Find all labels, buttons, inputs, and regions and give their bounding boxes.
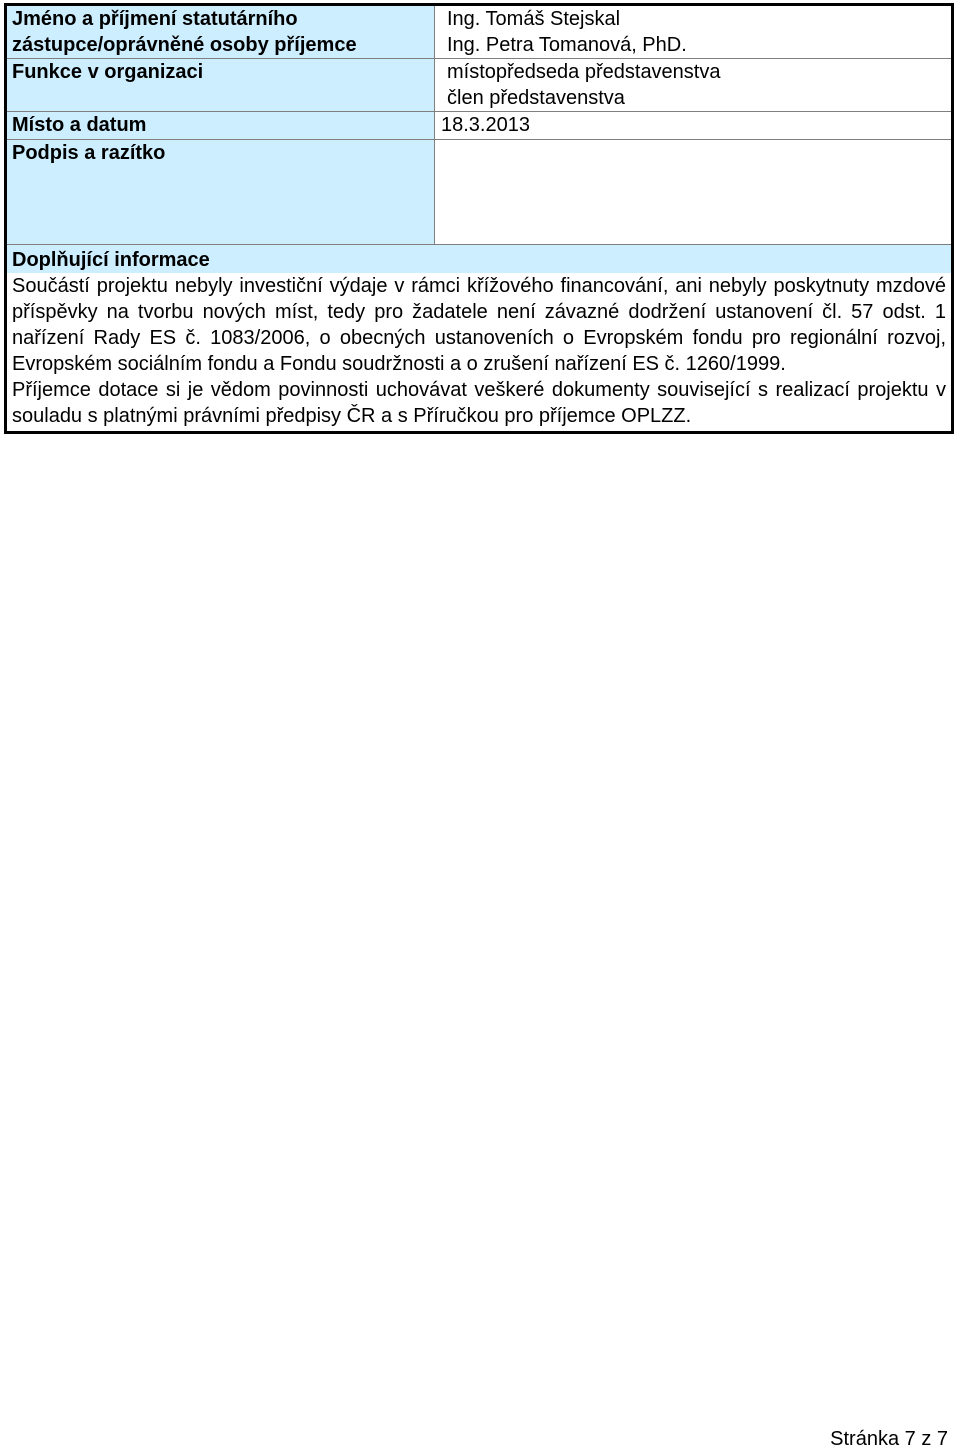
name-label [7, 6, 435, 58]
row-additional-info [7, 245, 951, 431]
name-value-1: Ing. Tomáš Stejskal [447, 8, 621, 30]
statutory-form-table [4, 3, 954, 434]
additional-info-paragraph-1: Součástí projektu nebyly investiční výdaje v rámci křížového financování, ani nebyly poskytnuty mzdové příspěvky na tvorbu nových míst, tedy pro žadatele není závazné dodržení ustanovení čl. 57 odst. 1 nařízení Rady ES č. 1083/2006, o obecných ustanoveních o Evropském fondu pro regionální rozvoj, Evropském sociálním fondu a Fondu soudržnosti a o zrušení nařízení ES č. 1260/1999. [12, 275, 946, 375]
signature-stamp-area [435, 140, 951, 244]
names-value [435, 6, 951, 58]
additional-info-section [7, 245, 951, 431]
function-value [435, 59, 951, 111]
row-signature [7, 140, 951, 245]
name-label-line1: Jméno a příjmení statutárního [12, 8, 298, 30]
function-value-2: člen představenstva [447, 87, 625, 109]
signature-label: Podpis a razítko [7, 140, 435, 244]
page-number: Stránka 7 z 7 [830, 1428, 948, 1450]
place-date-value: 18.3.2013 [441, 114, 530, 136]
row-function [7, 59, 951, 112]
place-date-label: Místo a datum [7, 112, 435, 139]
row-statutory-names [7, 6, 951, 59]
function-value-1: místopředseda představenstva [447, 61, 721, 83]
additional-info-paragraph-2: Příjemce dotace si je vědom povinnosti uchovávat veškeré dokumenty související s realizací projektu v souladu s platnými právními předpisy ČR a s Příručkou pro příjemce OPLZZ. [12, 379, 946, 427]
row-place-date [7, 112, 951, 140]
name-value-2: Ing. Petra Tomanová, PhD. [447, 34, 687, 56]
additional-info-title: Doplňující informace [12, 249, 210, 271]
name-label-line2: zástupce/oprávněné osoby příjemce [12, 34, 357, 56]
additional-info-body [7, 273, 951, 431]
function-label: Funkce v organizaci [7, 59, 435, 111]
